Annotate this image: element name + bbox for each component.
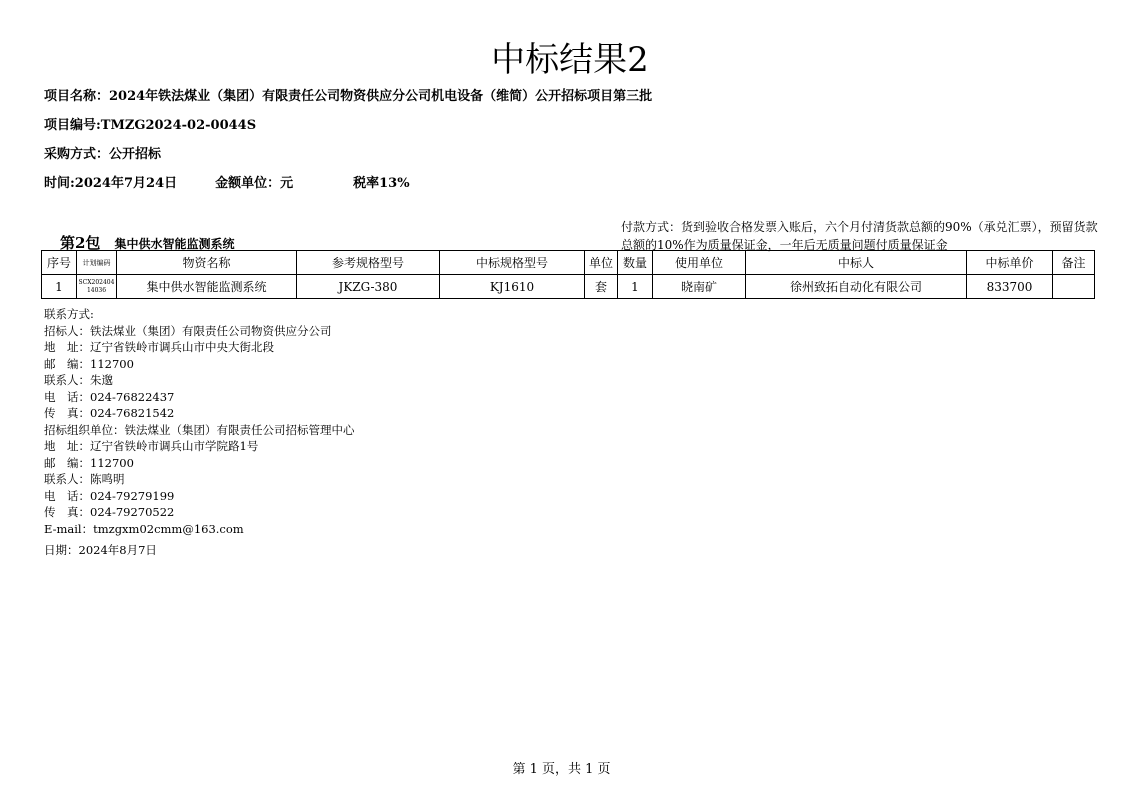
- table-cell: KJ1610: [440, 275, 585, 299]
- table-cell: JKZG-380: [297, 275, 440, 299]
- contact-line: 传 真：024-76821542: [44, 406, 175, 420]
- header-cell: 参考规格型号: [297, 251, 440, 275]
- issue-date: 日期：2024年8月7日: [44, 543, 157, 557]
- contact-line: 地 址：辽宁省铁岭市调兵山市中央大街北段: [44, 340, 274, 354]
- table-cell: 833700: [967, 275, 1053, 299]
- payment-terms: 付款方式：货到验收合格发票入账后，六个月付清货款总额的90%（承兑汇票），预留货款总额的10%作为质量保证金，一年后无质量问题付质量保证金: [621, 220, 1098, 252]
- contact-line: 联系人：陈鸣明: [44, 472, 125, 486]
- contact-line: 邮 编：112700: [44, 356, 134, 371]
- contact-line: E-mail：tmzgxm02cmm@163.com: [44, 521, 244, 536]
- table-cell: SCX20240414036: [77, 275, 117, 299]
- table-cell: 1: [42, 275, 77, 299]
- contact-line: 招标组织单位：铁法煤业（集团）有限责任公司招标管理中心: [44, 422, 355, 437]
- contact-line: 招标人：铁法煤业（集团）有限责任公司物资供应分公司: [44, 323, 332, 338]
- time-line: [44, 175, 410, 193]
- header-cell: 中标规格型号: [440, 251, 585, 275]
- header-cell: 数量: [618, 251, 653, 275]
- results-table: [41, 250, 1095, 299]
- project-number: 项目编号:TMZG2024-02-0044S: [44, 118, 257, 133]
- header-cell: 中标单价: [967, 251, 1053, 275]
- contact-line: 地 址：辽宁省铁岭市调兵山市学院路1号: [44, 439, 259, 453]
- header-cell: 单位: [585, 251, 618, 275]
- package-number: 第2包: [60, 234, 101, 252]
- table-header-row: [42, 251, 1095, 275]
- tax-rate: 税率13%: [353, 176, 410, 191]
- table-cell: [1053, 275, 1095, 299]
- contact-line: 联系方式:: [44, 307, 94, 321]
- table-row: [42, 275, 1095, 299]
- table-cell: 套: [585, 275, 618, 299]
- contact-line: 邮 编：112700: [44, 455, 134, 470]
- currency-unit: 金额单位：元: [215, 176, 294, 191]
- table-cell: 徐州致拓自动化有限公司: [746, 275, 967, 299]
- contact-block: [44, 306, 355, 537]
- package-name: 集中供水智能监测系统: [114, 237, 235, 251]
- contact-line: 电 话：024-76822437: [44, 389, 175, 404]
- project-name: 项目名称：2024年铁法煤业（集团）有限责任公司物资供应分公司机电设备（维简）公开招标项目第三批: [44, 89, 653, 104]
- table-cell: 集中供水智能监测系统: [117, 275, 297, 299]
- header-cell: 使用单位: [653, 251, 746, 275]
- contact-line: 联系人：朱邈: [44, 373, 113, 387]
- header-cell: 备注: [1053, 251, 1095, 275]
- time-text: 时间:2024年7月24日: [44, 176, 178, 191]
- header-cell: 序号: [42, 251, 77, 275]
- table-cell: 晓南矿: [653, 275, 746, 299]
- header-cell: 计划编码: [77, 251, 117, 275]
- page-footer: 第 1 页，共 1 页: [512, 762, 611, 777]
- contact-line: 电 话：024-79279199: [44, 488, 175, 503]
- page-title: 中标结果2: [491, 40, 649, 80]
- table-cell: 1: [618, 275, 653, 299]
- procurement-method: 采购方式：公开招标: [44, 147, 162, 162]
- contact-line: 传 真：024-79270522: [44, 505, 175, 519]
- header-cell: 中标人: [746, 251, 967, 275]
- header-cell: 物资名称: [117, 251, 297, 275]
